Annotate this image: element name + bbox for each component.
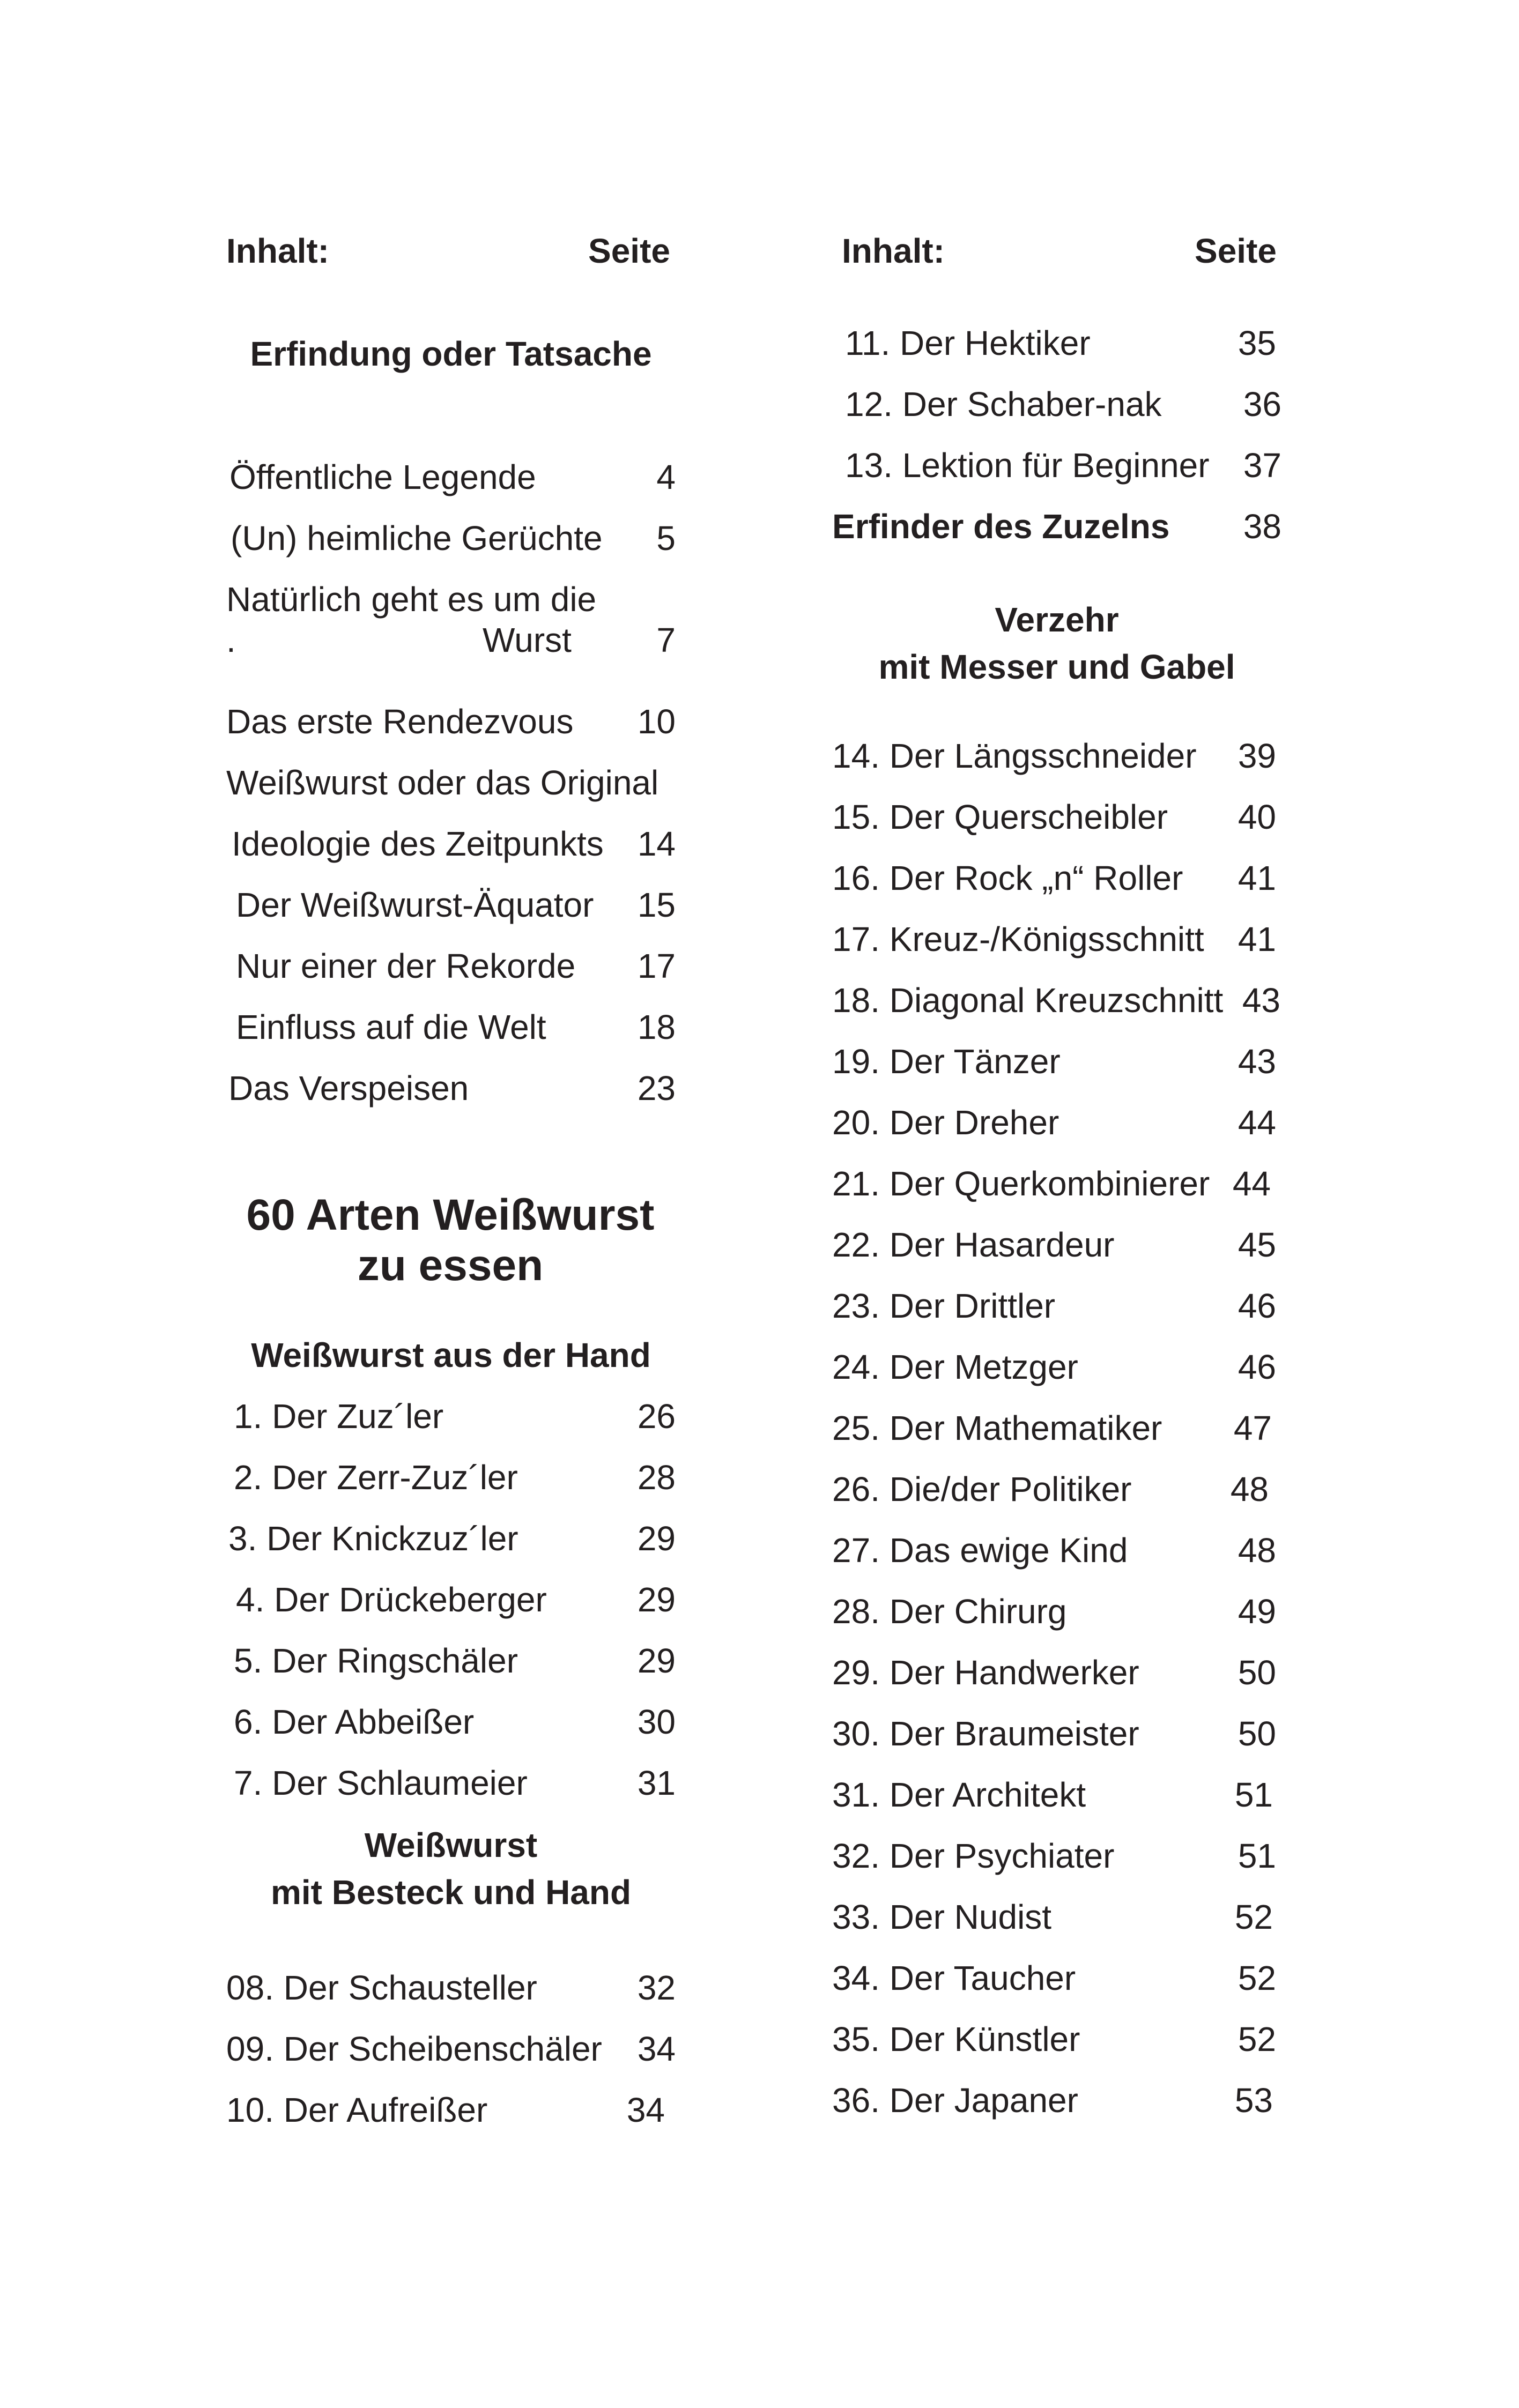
toc-entry-title: 25. Der Mathematiker (832, 1409, 1162, 1447)
toc-entry-page: 52 (1238, 2020, 1276, 2058)
toc-entry-title: 27. Das ewige Kind (832, 1531, 1128, 1570)
toc-entry-dot: . (226, 621, 236, 659)
toc-entry-title: 22. Der Hasardeur (832, 1225, 1115, 1264)
toc-entry-page: 7 (656, 621, 676, 659)
toc-entry-title: 2. Der Zerr-Zuz´ler (234, 1458, 518, 1497)
main-heading-line1: 60 Arten Weißwurst (246, 1191, 655, 1239)
toc-entry-title: Weißwurst oder das Original (226, 763, 659, 802)
toc-entry-page: 52 (1238, 1959, 1276, 1997)
toc-entry-page: 46 (1238, 1287, 1276, 1325)
toc-entry-title: Einfluss auf die Welt (236, 1008, 546, 1046)
toc-entry-page: 50 (1238, 1653, 1276, 1692)
toc-entry-title: 35. Der Künstler (832, 2020, 1080, 2058)
toc-entry-title: 26. Die/der Politiker (832, 1470, 1132, 1508)
toc-entry-page: 28 (637, 1458, 676, 1497)
toc-entry-page: 40 (1238, 798, 1276, 836)
left-header-page: Seite (588, 232, 670, 270)
toc-entry-title: 23. Der Drittler (832, 1287, 1056, 1325)
toc-entry-title: 16. Der Rock „n“ Roller (832, 859, 1183, 897)
toc-entry-page: 44 (1238, 1103, 1276, 1142)
section-title-besteck-hand-line2: mit Besteck und Hand (270, 1873, 632, 1912)
toc-entry-page: 17 (637, 947, 676, 985)
toc-entry-title: 21. Der Querkombinierer (832, 1164, 1210, 1203)
toc-entry-page: 18 (637, 1008, 676, 1046)
toc-entry-title: 3. Der Knickzuz´ler (228, 1519, 518, 1558)
toc-entry-page: 44 (1232, 1164, 1271, 1203)
toc-entry-page: 5 (656, 519, 676, 558)
toc-entry-page: 26 (637, 1397, 676, 1436)
toc-entry-title: 17. Kreuz-/Königsschnitt (832, 920, 1204, 958)
inventor-page: 38 (1243, 507, 1281, 546)
toc-entry-title: 1. Der Zuz´ler (234, 1397, 444, 1436)
toc-entry-title: 18. Diagonal Kreuzschnitt (832, 981, 1224, 1020)
toc-entry-page: 46 (1238, 1348, 1276, 1386)
toc-entry-title: Das erste Rendezvous (226, 702, 574, 741)
toc-entry-title: Wurst (483, 621, 572, 659)
toc-entry-title: 32. Der Psychiater (832, 1837, 1115, 1875)
toc-entry-title: 09. Der Scheibenschäler (226, 2030, 602, 2068)
toc-entry-title: 29. Der Handwerker (832, 1653, 1139, 1692)
toc-entry-page: 37 (1243, 446, 1281, 485)
toc-entry-page: 48 (1230, 1470, 1269, 1508)
toc-entry-title: 20. Der Dreher (832, 1103, 1059, 1142)
toc-entry-page: 30 (637, 1703, 676, 1741)
toc-entry-page: 52 (1234, 1898, 1273, 1936)
toc-entry-page: 47 (1233, 1409, 1272, 1447)
toc-entry-page: 32 (637, 1968, 676, 2007)
inventor-title: Erfinder des Zuzelns (832, 507, 1170, 546)
toc-entry-title: Natürlich geht es um die (226, 580, 597, 619)
toc-entry-page: 35 (1238, 324, 1276, 362)
toc-entry-page: 50 (1238, 1714, 1276, 1753)
toc-entry-title: 33. Der Nudist (832, 1898, 1052, 1936)
main-heading-line2: zu essen (357, 1241, 544, 1290)
toc-entry-title: 19. Der Tänzer (832, 1042, 1061, 1081)
toc-entry-page: 10 (637, 702, 676, 741)
right-header-page: Seite (1195, 232, 1277, 270)
toc-entry-title: Nur einer der Rekorde (236, 947, 576, 985)
toc-entry-page: 29 (637, 1641, 676, 1680)
toc-entry-title: Der Weißwurst-Äquator (236, 886, 594, 924)
toc-entry-title: 14. Der Längsschneider (832, 737, 1197, 775)
toc-entry-page: 29 (637, 1580, 676, 1619)
toc-entry-page: 51 (1234, 1775, 1273, 1814)
section-title-erfindung: Erfindung oder Tatsache (250, 335, 652, 373)
toc-entry-page: 43 (1238, 1042, 1276, 1081)
toc-entry-title: 4. Der Drückeberger (236, 1580, 547, 1619)
toc-entry-title: Öffentliche Legende (229, 458, 536, 496)
toc-entry-title: 6. Der Abbeißer (234, 1703, 475, 1741)
left-header-title: Inhalt: (226, 232, 329, 270)
toc-entry-page: 14 (637, 824, 676, 863)
toc-entry-page: 29 (637, 1519, 676, 1558)
toc-entry-title: 10. Der Aufreißer (226, 2091, 488, 2129)
toc-entry-page: 15 (637, 886, 676, 924)
toc-entry-page: 41 (1238, 859, 1276, 897)
toc-entry-title: 08. Der Schausteller (226, 1968, 537, 2007)
toc-entry-title: Ideologie des Zeitpunkts (232, 824, 604, 863)
toc-entry-title: 11. Der Hektiker (845, 324, 1091, 362)
toc-entry-page: 31 (637, 1764, 676, 1802)
toc-entry-title: 28. Der Chirurg (832, 1592, 1067, 1631)
section-title-aus-der-hand: Weißwurst aus der Hand (251, 1336, 651, 1374)
toc-entry-page: 41 (1238, 920, 1276, 958)
toc-entry-title: 24. Der Metzger (832, 1348, 1078, 1386)
toc-entry-page: 39 (1238, 737, 1276, 775)
toc-entry-title: 30. Der Braumeister (832, 1714, 1139, 1753)
toc-entry-page: 48 (1238, 1531, 1276, 1570)
toc-entry-page: 23 (637, 1069, 676, 1108)
toc-entry-title: Das Verspeisen (228, 1069, 469, 1108)
toc-entry-title: 31. Der Architekt (832, 1775, 1086, 1814)
toc-entry-page: 34 (626, 2091, 665, 2129)
section-title-verzehr-line1: Verzehr (995, 600, 1119, 639)
toc-entry-page: 36 (1243, 385, 1281, 423)
toc-entry-title: (Un) heimliche Gerüchte (231, 519, 603, 558)
toc-entry-title: 12. Der Schaber-nak (845, 385, 1162, 423)
toc-entry-title: 36. Der Japaner (832, 2081, 1078, 2120)
toc-entry-page: 45 (1238, 1225, 1276, 1264)
toc-entry-title: 7. Der Schlaumeier (234, 1764, 528, 1802)
toc-entry-page: 4 (656, 458, 676, 496)
toc-entry-title: 5. Der Ringschäler (234, 1641, 518, 1680)
toc-entry-page: 43 (1242, 981, 1280, 1020)
toc-entry-title: 15. Der Querscheibler (832, 798, 1168, 836)
toc-entry-page: 51 (1238, 1837, 1276, 1875)
toc-entry-page: 49 (1238, 1592, 1276, 1631)
right-header-title: Inhalt: (842, 232, 945, 270)
toc-entry-page: 34 (637, 2030, 676, 2068)
toc-entry-title: 34. Der Taucher (832, 1959, 1076, 1997)
toc-entry-title: 13. Lektion für Beginner (845, 446, 1210, 485)
section-title-besteck-hand-line1: Weißwurst (364, 1826, 538, 1864)
toc-entry-page: 53 (1234, 2081, 1273, 2120)
section-title-verzehr-line2: mit Messer und Gabel (878, 648, 1235, 686)
